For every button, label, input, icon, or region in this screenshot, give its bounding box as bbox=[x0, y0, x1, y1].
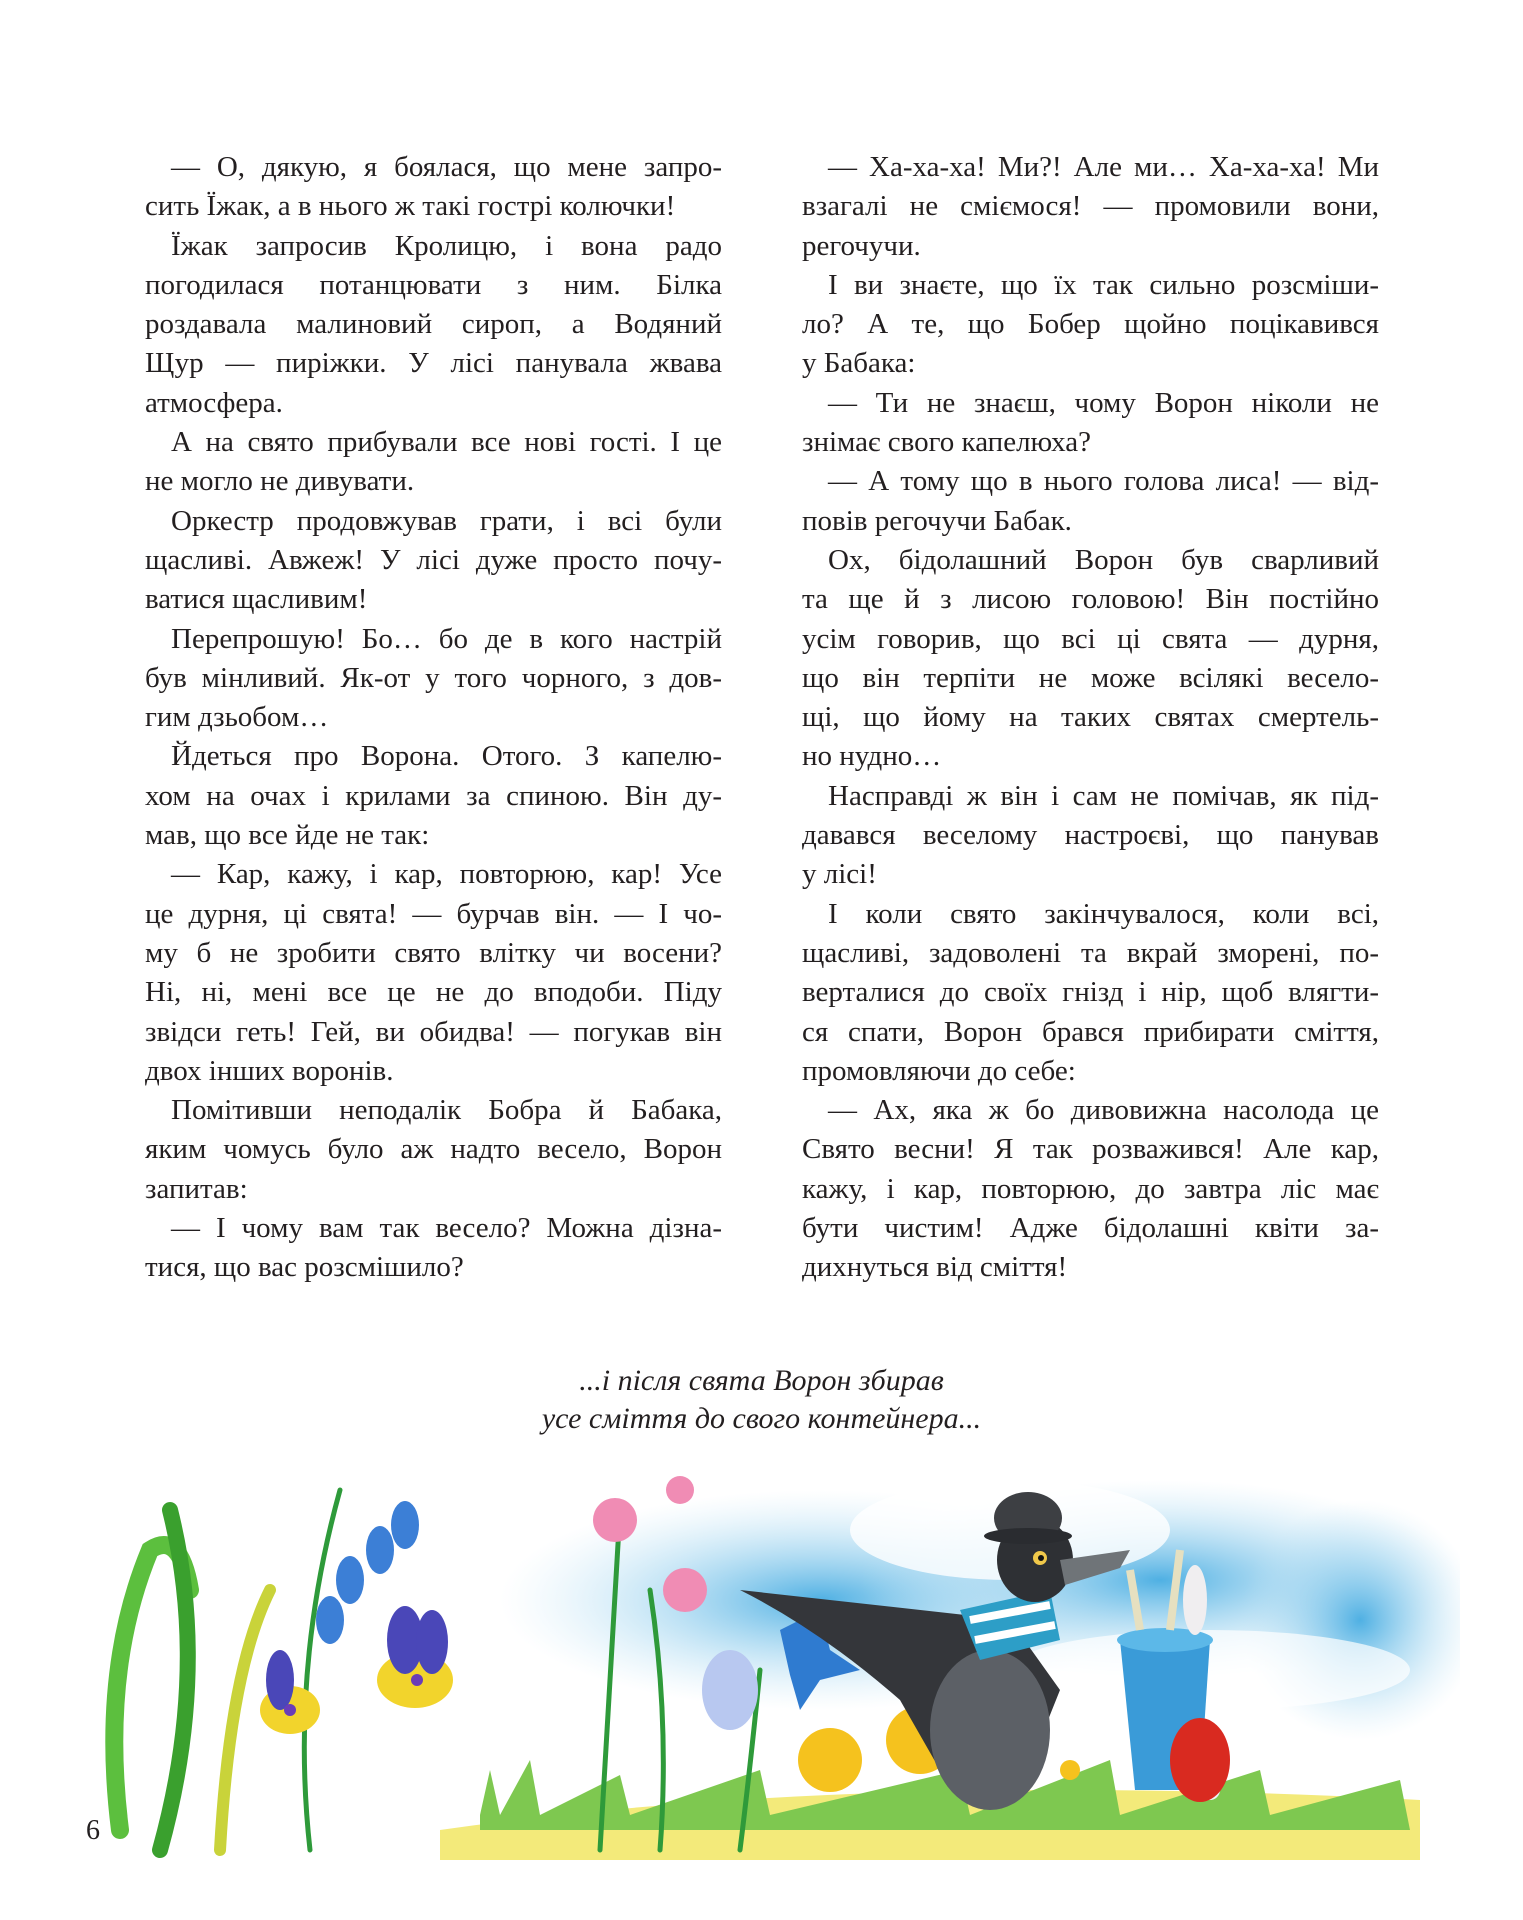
text-line: А на свято прибували все нові гості. І це bbox=[171, 426, 722, 459]
text-line: — І чому вам так весело? Можна дізна- bbox=[171, 1212, 722, 1245]
caption-line-1: ...і після свята Ворон збирав bbox=[579, 1364, 944, 1397]
text-line: — О, дякую, я боялася, що мене запро- bbox=[171, 151, 722, 183]
paragraph bbox=[802, 462, 1379, 541]
paragraph bbox=[802, 384, 1379, 463]
text-line: що він терпіти не може всілякі весело- bbox=[802, 661, 1379, 694]
text-line: регочучи. bbox=[802, 229, 921, 262]
text-line: Ні, ні, мені все це не до вподоби. Піду bbox=[145, 976, 722, 1009]
paragraph bbox=[145, 1091, 722, 1209]
paragraph bbox=[802, 148, 1379, 266]
paragraph bbox=[145, 423, 722, 502]
text-line: Перепрошую! Бо… бо де в кого настрій bbox=[171, 622, 722, 655]
text-line: у лісі! bbox=[802, 858, 877, 891]
text-line: щі, що йому на таких святах смертель- bbox=[802, 701, 1379, 734]
paragraph bbox=[145, 148, 722, 227]
text-column-left bbox=[145, 148, 722, 1288]
text-line: хом на очах і крилами за спиною. Він ду- bbox=[145, 779, 722, 812]
text-line: щасливі, задоволені та вкрай зморені, по- bbox=[802, 936, 1379, 969]
caption-line-2: усе сміття до свого контейнера... bbox=[541, 1402, 982, 1435]
text-line: Йдеться про Ворона. Отого. З капелю- bbox=[171, 740, 722, 773]
text-line: промовляючи до себе: bbox=[802, 1054, 1076, 1087]
text-line: ся спати, Ворон брався прибирати сміття, bbox=[802, 1015, 1379, 1048]
illustration-caption bbox=[0, 1362, 1523, 1438]
paragraph bbox=[145, 1209, 722, 1288]
text-line: давався веселому настроєві, що панував bbox=[802, 819, 1379, 852]
text-line: сить Їжак, а в нього ж такі гострі колючки! bbox=[145, 190, 676, 223]
text-line: Щур — пиріжки. У лісі панувала жвава bbox=[145, 347, 722, 380]
text-line: у Бабака: bbox=[802, 347, 916, 380]
text-line: двох інших воронів. bbox=[145, 1054, 394, 1087]
text-line: І ви знаєте, що їх так сильно розсміши- bbox=[828, 268, 1379, 301]
text-line: взагалі не сміємося! — промовили вони, bbox=[802, 190, 1379, 223]
text-line: погодилася потанцювати з ним. Білка bbox=[145, 268, 722, 301]
text-line: — Ах, яка ж бо дивовижна насолода це bbox=[828, 1094, 1379, 1127]
page-number: 6 bbox=[86, 1815, 100, 1846]
grass bbox=[440, 1760, 1420, 1860]
text-line: не могло не дивувати. bbox=[145, 465, 415, 498]
text-line: та ще й з лисою головою! Він постійно bbox=[802, 583, 1379, 616]
text-line: Їжак запросив Кролицю, і вона радо bbox=[171, 229, 722, 262]
text-line: Насправді ж він і сам не помічав, як під- bbox=[828, 779, 1379, 812]
text-line: но нудно… bbox=[802, 740, 942, 773]
text-line: Оркестр продовжував грати, і всі були bbox=[171, 504, 722, 537]
text-line: тися, що вас розсмішило? bbox=[145, 1251, 464, 1284]
paragraph bbox=[802, 541, 1379, 777]
text-line: звідси геть! Гей, ви обидва! — погукав він bbox=[145, 1015, 722, 1048]
text-line: був мінливий. Як-от у того чорного, з дов- bbox=[145, 661, 722, 694]
paragraph bbox=[145, 502, 722, 620]
text-line: усім говорив, що всі ці свята — дурня, bbox=[802, 622, 1379, 655]
text-line: Ох, бідолашний Ворон був сварливий bbox=[828, 543, 1379, 576]
paragraph bbox=[145, 855, 722, 1091]
text-line: запитав: bbox=[145, 1172, 248, 1205]
text-line: — Кар, кажу, і кар, повторюю, кар! Усе bbox=[171, 858, 722, 891]
text-line: Помітивши неподалік Бобра й Бабака, bbox=[171, 1094, 722, 1127]
text-column-right bbox=[802, 148, 1379, 1288]
text-line: ло? А те, що Бобер щойно поцікавився bbox=[802, 308, 1379, 341]
text-line: — Ха-ха-ха! Ми?! Але ми… Ха-ха-ха! Ми bbox=[828, 151, 1379, 183]
text-line: яким чомусь було аж надто весело, Ворон bbox=[145, 1133, 722, 1166]
text-line: ватися щасливим! bbox=[145, 583, 368, 616]
paragraph bbox=[802, 266, 1379, 384]
text-line: роздавала малиновий сироп, а Водяний bbox=[145, 308, 722, 341]
text-line: — Ти не знаєш, чому Ворон ніколи не bbox=[828, 386, 1379, 419]
text-line: бути чистим! Адже бідолашні квіти за- bbox=[802, 1212, 1379, 1245]
paragraph bbox=[802, 895, 1379, 1091]
illustration-crow-with-flowers bbox=[60, 1470, 1460, 1870]
paragraph bbox=[145, 227, 722, 423]
text-line: — А тому що в нього голова лиса! — від- bbox=[828, 465, 1379, 498]
text-line: дихнуться від сміття! bbox=[802, 1251, 1068, 1284]
text-line: атмосфера. bbox=[145, 386, 283, 419]
text-line: знімає свого капелюха? bbox=[802, 426, 1091, 459]
text-line: мав, що все йде не так: bbox=[145, 819, 430, 852]
text-line: гим дзьобом… bbox=[145, 701, 329, 734]
text-line: му б не зробити свято влітку чи восени? bbox=[145, 936, 722, 969]
text-line: кажу, і кар, повторюю, до завтра ліс має bbox=[802, 1172, 1379, 1205]
text-line: верталися до своїх гнізд і нір, щоб влягти- bbox=[802, 976, 1379, 1009]
text-line: І коли свято закінчувалося, коли всі, bbox=[828, 897, 1379, 930]
paragraph bbox=[145, 620, 722, 738]
text-line: щасливі. Авжеж! У лісі дуже просто почу- bbox=[145, 543, 722, 576]
text-line: повів регочучи Бабак. bbox=[802, 504, 1072, 537]
paragraph bbox=[145, 737, 722, 855]
paragraph bbox=[802, 777, 1379, 895]
text-line: Свято весни! Я так розважився! Але кар, bbox=[802, 1133, 1379, 1166]
paragraph bbox=[802, 1091, 1379, 1287]
text-line: це дурня, ці свята! — бурчав він. — І чо- bbox=[145, 897, 722, 930]
